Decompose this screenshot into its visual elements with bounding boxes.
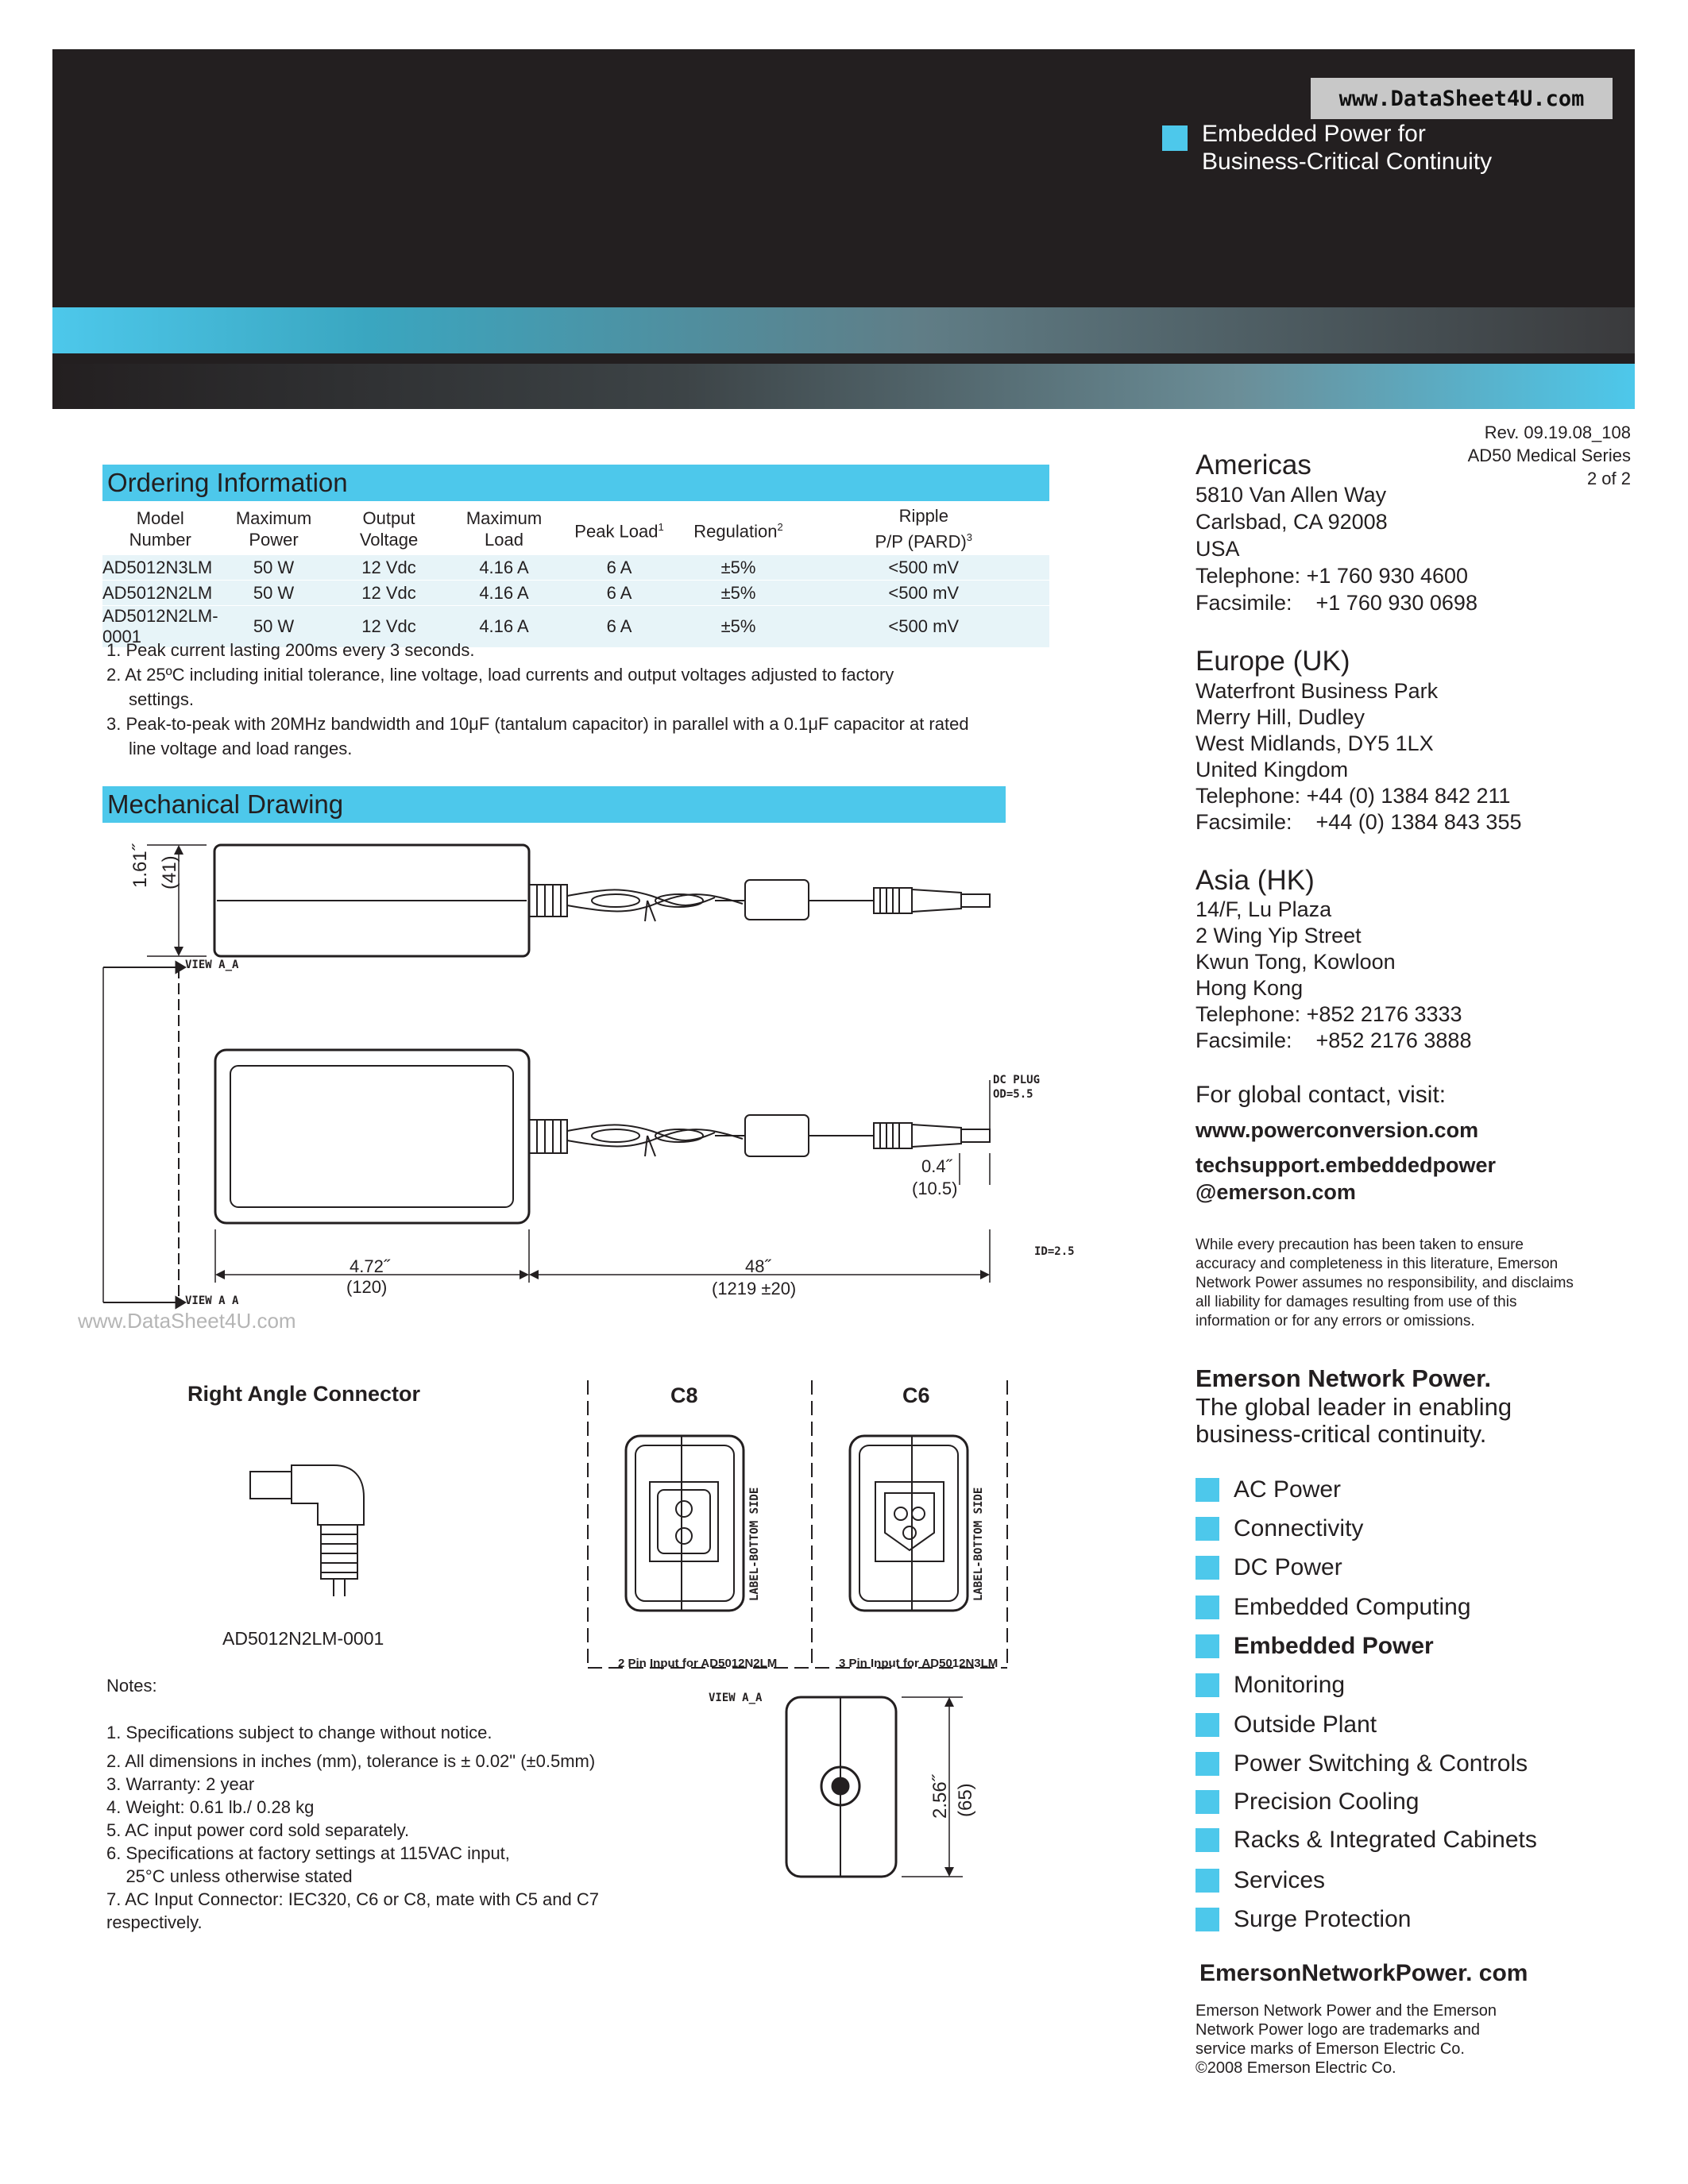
c6-label-side: LABEL-BOTTOM SIDE [972, 1487, 985, 1601]
c8-label-side: LABEL-BOTTOM SIDE [748, 1487, 761, 1601]
dim-cable: 48˝ [745, 1256, 771, 1276]
bullet-square-icon [1196, 1790, 1219, 1814]
col-peak-load: Peak Load$^1$ [574, 520, 664, 542]
cell-ripple: <500 mV [798, 555, 1049, 581]
col-model: Model Number [129, 508, 191, 550]
notes-title: Notes: [106, 1676, 157, 1696]
note-6: 6. Specifications at factory settings at 115VAC input, [106, 1843, 510, 1863]
dim-plug: 0.4˝ [921, 1156, 952, 1176]
right-angle-plug [250, 1472, 292, 1499]
europe-line: United Kingdom [1196, 758, 1349, 781]
bullet-square-icon [1196, 1908, 1219, 1931]
c8-title: C8 [670, 1383, 698, 1407]
brand-website[interactable]: EmersonNetworkPower. com [1199, 1960, 1528, 1986]
cell-power: 50 W [218, 606, 330, 648]
product-label: AC Power [1234, 1476, 1342, 1503]
cell-ripple: <500 mV [798, 606, 1049, 648]
asia-telephone: Telephone: +852 2176 3333 [1196, 1002, 1462, 1026]
brand-slogan-1: The global leader in enabling [1196, 1393, 1512, 1421]
europe-line: West Midlands, DY5 1LX [1196, 731, 1434, 755]
c6-caption: 3 Pin Input for AD5012N3LM [839, 1657, 999, 1670]
tagline-line-1: Embedded Power for [1202, 121, 1426, 147]
product-item-embedded-computing[interactable] [1196, 1593, 1471, 1622]
c6-title: C6 [902, 1383, 930, 1407]
asia-line: Kwun Tong, Kowloon [1196, 950, 1396, 974]
americas-title: Americas [1196, 450, 1311, 480]
cell-model: AD5012N3LM [102, 555, 218, 581]
cell-voltage: 12 Vdc [330, 581, 449, 606]
product-item-embedded-power[interactable] [1196, 1632, 1434, 1661]
col-voltage: Output Voltage [359, 508, 419, 550]
series-name: AD50 Medical Series [1467, 446, 1631, 465]
product-label: Connectivity [1234, 1515, 1364, 1542]
adapter-top-view [215, 1050, 529, 1223]
disclaimer-line: all liability for damages resulting from use of this [1196, 1294, 1517, 1310]
cell-voltage: 12 Vdc [330, 606, 449, 648]
col-ripple: Ripple P/P (PARD)$^3$ [875, 506, 973, 552]
bullet-square-icon [1196, 1673, 1219, 1697]
bullet-square-icon [1196, 1634, 1219, 1658]
product-item-surge-protection[interactable] [1196, 1905, 1411, 1934]
ordering-info-title: Ordering Information [102, 465, 1049, 501]
trademark-line: Network Power logo are trademarks and [1196, 2021, 1480, 2039]
product-item-outside-plant[interactable] [1196, 1711, 1377, 1739]
disclaimer-line: information or for any errors or omissions. [1196, 1313, 1475, 1329]
product-label: Services [1234, 1867, 1326, 1893]
cell-regulation: ±5% [679, 581, 798, 606]
americas-telephone: Telephone: +1 760 930 4600 [1196, 564, 1469, 588]
right-angle-title: Right Angle Connector [187, 1382, 420, 1406]
footnote-3: 3. Peak-to-peak with 20MHz bandwidth and 10μF (tantalum capacitor) in parallel with a 0.1μF capacitor at rated [106, 714, 969, 734]
brand-slogan-2: business-critical continuity. [1196, 1420, 1487, 1448]
cell-ripple: <500 mV [798, 581, 1049, 606]
page-number: 2 of 2 [1586, 469, 1631, 488]
product-label: Embedded Power [1234, 1633, 1434, 1659]
email-link-cont[interactable]: @emerson.com [1196, 1180, 1356, 1204]
footnote-2: 2. At 25ºC including initial tolerance, line voltage, load currents and output voltages adjusted to factory [106, 665, 894, 685]
product-label: Racks & Integrated Cabinets [1234, 1827, 1537, 1853]
cell-peak: 6 A [560, 606, 679, 648]
bullet-square-icon [1196, 1517, 1219, 1541]
dim-height-mm: (41) [159, 855, 180, 889]
tagline-line-2: Business-Critical Continuity [1202, 149, 1493, 175]
asia-line: 2 Wing Yip Street [1196, 924, 1362, 947]
bullet-square-icon [1196, 1869, 1219, 1893]
product-item-dc-power[interactable] [1196, 1553, 1342, 1582]
product-label: Precision Cooling [1234, 1788, 1420, 1815]
product-label: Embedded Computing [1234, 1594, 1471, 1620]
product-item-power-switching[interactable] [1196, 1750, 1528, 1778]
asia-line: 14/F, Lu Plaza [1196, 897, 1332, 921]
brand-name: Emerson Network Power. [1196, 1364, 1492, 1392]
footnote-2-cont: settings. [129, 689, 194, 709]
note-7-cont: respectively. [106, 1912, 203, 1932]
product-item-monitoring[interactable] [1196, 1671, 1345, 1700]
dc-plug-label: DC PLUG [993, 1074, 1041, 1086]
c6-connector [850, 1436, 968, 1611]
bullet-square-icon [1196, 1596, 1219, 1619]
bullet-square-icon [1196, 1713, 1219, 1737]
c8-caption: 2 Pin Input for AD5012N2LM [618, 1657, 778, 1670]
watermark-text: www.DataSheet4U.com [78, 1309, 296, 1333]
global-contact-label: For global contact, visit: [1196, 1082, 1447, 1108]
bullet-square-icon [1196, 1828, 1219, 1852]
mechanical-drawing-title: Mechanical Drawing [102, 786, 1006, 823]
cell-load: 4.16 A [449, 606, 560, 648]
note-2: 2. All dimensions in inches (mm), tolerance is ± 0.02" (±0.5mm) [106, 1751, 596, 1771]
product-item-racks[interactable] [1196, 1826, 1537, 1854]
asia-line: Hong Kong [1196, 976, 1304, 1000]
bullet-square-icon [1196, 1752, 1219, 1776]
note-1: 1. Specifications subject to change without notice. [106, 1723, 492, 1742]
view-aa-label-2: VIEW A A [185, 1295, 239, 1307]
cell-load: 4.16 A [449, 555, 560, 581]
disclaimer-line: Network Power assumes no responsibility, and disclaims [1196, 1275, 1574, 1291]
dim-width: 4.72˝ [350, 1256, 390, 1276]
col-regulation: Regulation$^2$ [693, 520, 783, 542]
europe-line: Waterfront Business Park [1196, 679, 1439, 703]
cell-model: AD5012N2LM-0001 [102, 606, 218, 646]
cell-peak: 6 A [560, 555, 679, 581]
dim-plug-mm: (10.5) [912, 1179, 958, 1198]
bullet-square-icon [1196, 1478, 1219, 1502]
view-aa-label-3: VIEW A_A [709, 1692, 763, 1704]
americas-line: USA [1196, 537, 1240, 561]
watermark-badge: www.DataSheet4U.com [1311, 78, 1613, 119]
europe-title: Europe (UK) [1196, 646, 1350, 677]
americas-line: 5810 Van Allen Way [1196, 483, 1387, 507]
note-6-cont: 25°C unless otherwise stated [106, 1866, 353, 1886]
disclaimer-line: accuracy and completeness in this literature, Emerson [1196, 1256, 1559, 1272]
product-label: Outside Plant [1234, 1711, 1377, 1738]
dim-depth-mm: (65) [955, 1783, 976, 1817]
trademark-line: ©2008 Emerson Electric Co. [1196, 2059, 1396, 2077]
id-label: ID=2.5 [1034, 1245, 1075, 1258]
trademark-line: Emerson Network Power and the Emerson [1196, 2002, 1497, 2020]
product-label: Power Switching & Controls [1234, 1750, 1528, 1777]
product-item-connectivity[interactable] [1196, 1515, 1363, 1543]
product-label: DC Power [1234, 1554, 1342, 1580]
product-item-ac-power[interactable] [1196, 1476, 1341, 1504]
bullet-square-icon [1196, 1556, 1219, 1580]
cell-power: 50 W [218, 555, 330, 581]
product-item-services[interactable] [1196, 1866, 1325, 1895]
footnote-1: 1. Peak current lasting 200ms every 3 seconds. [106, 640, 475, 660]
americas-fax: Facsimile: +1 760 930 0698 [1196, 591, 1477, 615]
product-label: Monitoring [1234, 1672, 1346, 1698]
cell-voltage: 12 Vdc [330, 555, 449, 581]
asia-fax: Facsimile: +852 2176 3888 [1196, 1028, 1472, 1052]
asia-title: Asia (HK) [1196, 865, 1315, 896]
cell-peak: 6 A [560, 581, 679, 606]
product-item-precision-cooling[interactable] [1196, 1788, 1419, 1816]
disclaimer-line: While every precaution has been taken to ensure [1196, 1237, 1524, 1253]
website-link[interactable]: www.powerconversion.com [1196, 1118, 1479, 1142]
right-angle-model: AD5012N2LM-0001 [222, 1628, 384, 1649]
c8-connector [626, 1436, 744, 1611]
cell-regulation: ±5% [679, 555, 798, 581]
od-label: OD=5.5 [993, 1088, 1033, 1101]
product-label: Surge Protection [1234, 1906, 1412, 1932]
note-5: 5. AC input power cord sold separately. [106, 1820, 410, 1840]
note-7: 7. AC Input Connector: IEC320, C6 or C8, mate with C5 and C7 [106, 1889, 599, 1909]
note-4: 4. Weight: 0.61 lb./ 0.28 kg [106, 1797, 315, 1817]
note-3: 3. Warranty: 2 year [106, 1774, 255, 1794]
dim-width-mm: (120) [346, 1277, 388, 1297]
dim-cable-mm: (1219 ±20) [712, 1279, 797, 1298]
cell-regulation: ±5% [679, 606, 798, 648]
view-aa-label: VIEW A_A [185, 959, 239, 971]
email-link[interactable]: techsupport.embeddedpower [1196, 1153, 1497, 1177]
col-power: Maximum Power [235, 508, 312, 550]
europe-telephone: Telephone: +44 (0) 1384 842 211 [1196, 784, 1511, 808]
europe-line: Merry Hill, Dudley [1196, 705, 1365, 729]
cell-power: 50 W [218, 581, 330, 606]
footnote-3-cont: line voltage and load ranges. [129, 739, 353, 758]
col-load: Maximum Load [465, 508, 543, 550]
trademark-line: service marks of Emerson Electric Co. [1196, 2040, 1465, 2058]
americas-line: Carlsbad, CA 92008 [1196, 510, 1388, 534]
dim-depth: 2.56˝ [929, 1775, 951, 1819]
dim-height: 1.61˝ [129, 844, 151, 888]
revision: Rev. 09.19.08_108 [1484, 423, 1631, 442]
cell-load: 4.16 A [449, 581, 560, 606]
europe-fax: Facsimile: +44 (0) 1384 843 355 [1196, 810, 1522, 834]
cell-model: AD5012N2LM [102, 581, 218, 606]
